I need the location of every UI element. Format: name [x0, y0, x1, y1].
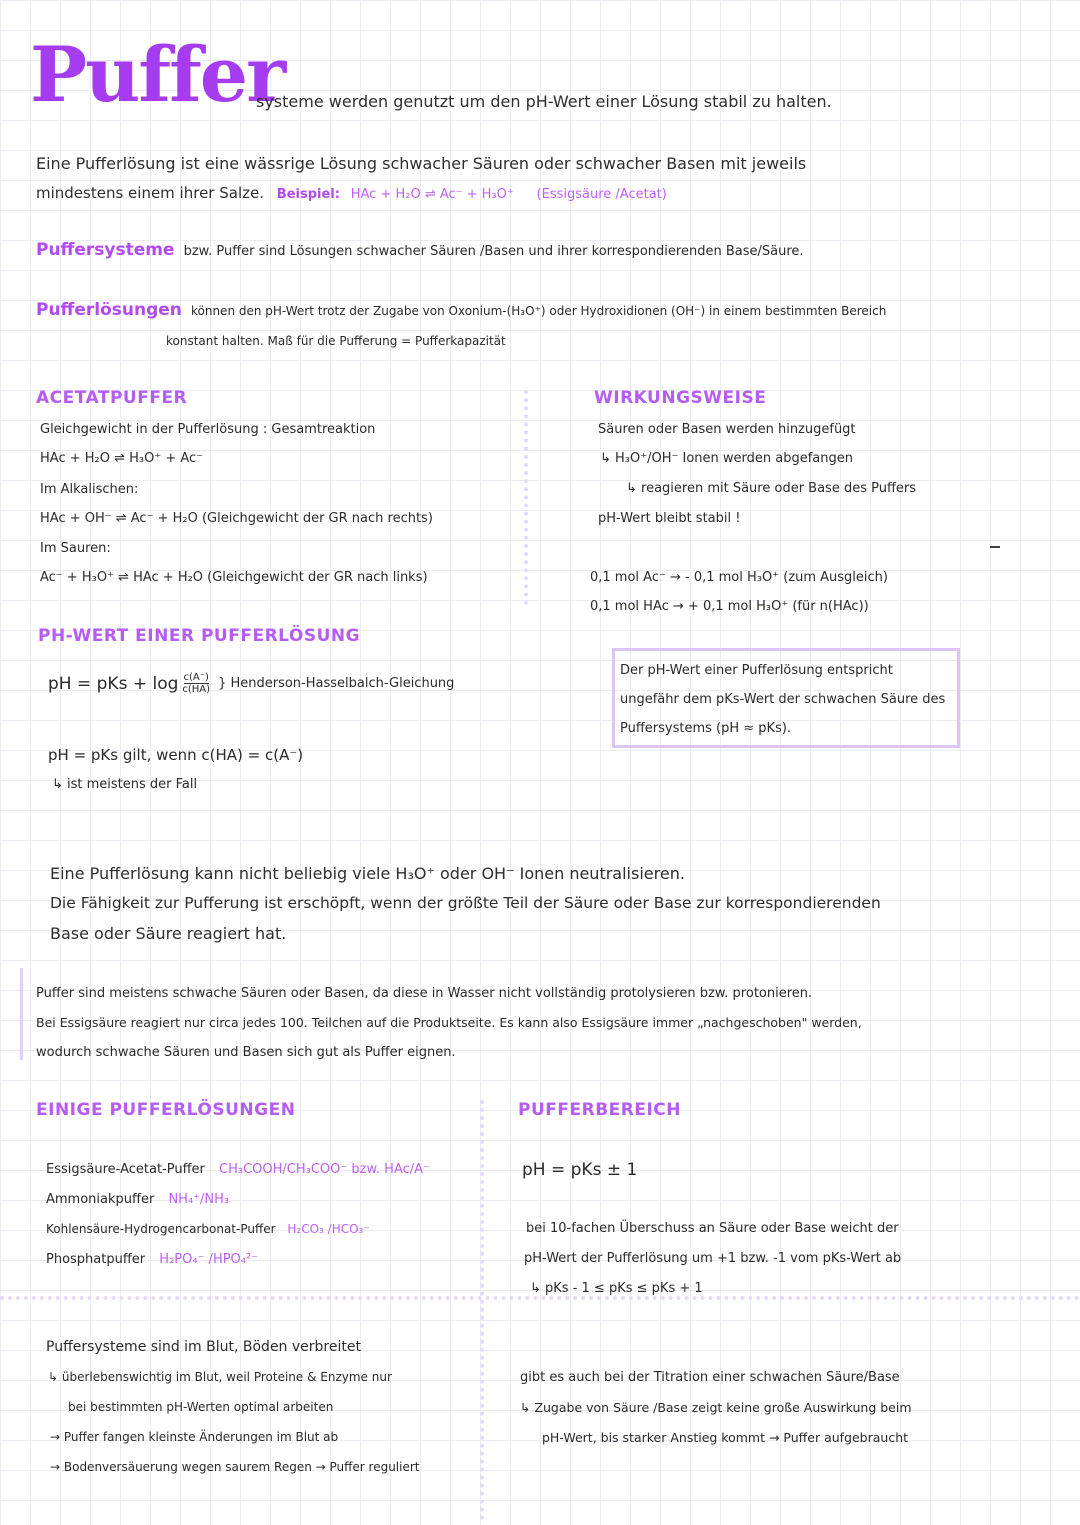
bereich-line-3: ↳ pKs - 1 ≤ pKs ≤ pKs + 1: [530, 1281, 703, 1296]
buffer-name: Ammoniakpuffer: [46, 1192, 155, 1207]
weak-line-2: Bei Essigsäure reagiert nur circa jedes 100. Teilchen auf die Produktseite. Es kann also Essigsäure immer „nachgeschoben" werden,: [36, 1015, 862, 1030]
blood-line-3: bei bestimmten pH-Werten optimal arbeiten: [68, 1400, 334, 1414]
phwert-heading: PH-WERT EINER PUFFERLÖSUNG: [38, 626, 361, 646]
fraction-denominator: c(HA): [182, 684, 211, 695]
page-title: Puffer: [30, 30, 285, 119]
einige-heading: EINIGE PUFFERLÖSUNGEN: [36, 1100, 296, 1120]
phwert-note-2: ↳ ist meistens der Fall: [52, 777, 198, 792]
formula-name: } Henderson-Hasselbalch-Gleichung: [218, 676, 455, 691]
intro-line-1: Eine Pufferlösung ist eine wässrige Lösung schwacher Säuren oder schwacher Basen mit jeweils: [36, 154, 807, 173]
puffersysteme-text: bzw. Puffer sind Lösungen schwacher Säuren /Basen und ihrer korrespondierenden Base/Säure.: [183, 244, 804, 259]
acetat-line-4: HAc + OH⁻ ⇌ Ac⁻ + H₂O (Gleichgewicht der GR nach rechts): [40, 511, 433, 526]
puffersysteme-label: Puffersysteme: [36, 240, 175, 260]
acetat-line-5: Im Sauren:: [40, 541, 111, 556]
acetatpuffer-heading: ACETATPUFFER: [36, 388, 188, 408]
column-divider-top: [524, 390, 532, 605]
column-divider-bottom: [480, 1100, 488, 1520]
wirkung-line-2: ↳ H₃O⁺/OH⁻ Ionen werden abgefangen: [600, 451, 853, 466]
buffer-item-2: [46, 1192, 229, 1207]
beispiel-equation: HAc + H₂O ⇌ Ac⁻ + H₃O⁺: [350, 187, 514, 202]
weak-line-3: wodurch schwache Säuren und Basen sich gut als Puffer eignen.: [36, 1045, 456, 1060]
info-box-text: Der pH-Wert einer Pufferlösung entspricht ungefähr dem pKs-Wert der schwachen Säure des Puffersystems (pH ≈ pKs).: [620, 663, 946, 736]
bereich-line-2: pH-Wert der Pufferlösung um +1 bzw. -1 vom pKs-Wert ab: [524, 1251, 902, 1266]
pufferloesungen-text-2: konstant halten. Maß für die Pufferung = Pufferkapazität: [166, 334, 506, 348]
wirkung-line-4: pH-Wert bleibt stabil !: [598, 511, 741, 526]
phwert-note-1: pH = pKs gilt, wenn c(HA) = c(A⁻): [48, 746, 304, 764]
titration-line-2: ↳ Zugabe von Säure /Base zeigt keine große Auswirkung beim: [520, 1400, 912, 1415]
formula-fraction: [182, 672, 210, 695]
titration-line-3: pH-Wert, bis starker Anstieg kommt → Puffer aufgebraucht: [542, 1430, 909, 1445]
capacity-line-3: Base oder Säure reagiert hat.: [50, 924, 287, 943]
buffer-item-3: [46, 1222, 370, 1236]
buffer-formula: NH₄⁺/NH₃: [168, 1192, 230, 1207]
henderson-formula: [48, 672, 454, 695]
acetat-line-6: Ac⁻ + H₃O⁺ ⇌ HAc + H₂O (Gleichgewicht der GR nach links): [40, 570, 428, 585]
buffer-name: Essigsäure-Acetat-Puffer: [46, 1162, 205, 1177]
margin-dash: [990, 546, 1000, 548]
intro-text: mindestens einem ihrer Salze.: [36, 184, 264, 202]
acetat-line-1: Gleichgewicht in der Pufferlösung : Gesamtreaktion: [40, 422, 376, 437]
capacity-line-1: Eine Pufferlösung kann nicht beliebig viele H₃O⁺ oder OH⁻ Ionen neutralisieren.: [50, 864, 685, 883]
beispiel-note: (Essigsäure /Acetat): [536, 187, 667, 202]
beispiel-label: Beispiel:: [276, 187, 340, 202]
pufferloesungen-definition: [36, 300, 886, 320]
buffer-formula: H₂PO₄⁻ /HPO₄²⁻: [159, 1252, 259, 1267]
horizontal-divider: [0, 1296, 1080, 1304]
wirkungsweise-heading: WIRKUNGSWEISE: [594, 388, 767, 408]
blood-line-4: → Puffer fangen kleinste Änderungen im Blut ab: [50, 1430, 339, 1444]
buffer-formula: CH₃COOH/CH₃COO⁻ bzw. HAc/A⁻: [219, 1162, 430, 1177]
buffer-name: Kohlensäure-Hydrogencarbonat-Puffer: [46, 1222, 276, 1236]
formula-left: pH = pKs + log: [48, 673, 179, 694]
pufferloesungen-text-1: können den pH-Wert trotz der Zugabe von Oxonium-(H₃O⁺) oder Hydroxidionen (OH⁻) in einem bestimmten Bereich: [190, 304, 887, 318]
title-subline: systeme werden genutzt um den pH-Wert einer Lösung stabil zu halten.: [256, 92, 832, 111]
pufferbereich-formula: pH = pKs ± 1: [522, 1160, 638, 1180]
buffer-item-4: [46, 1252, 258, 1267]
intro-line-2: [36, 184, 667, 202]
blood-line-2: ↳ überlebenswichtig im Blut, weil Proteine & Enzyme nur: [48, 1370, 392, 1384]
note-side-bar: [20, 968, 23, 1060]
buffer-name: Phosphatpuffer: [46, 1252, 146, 1267]
acetat-line-2: HAc + H₂O ⇌ H₃O⁺ + Ac⁻: [40, 451, 204, 466]
fraction-numerator: c(A⁻): [183, 672, 209, 683]
buffer-item-1: [46, 1162, 430, 1177]
puffersysteme-definition: [36, 240, 804, 260]
wirkung-line-3: ↳ reagieren mit Säure oder Base des Puffers: [626, 481, 917, 496]
weak-line-1: Puffer sind meistens schwache Säuren oder Basen, da diese in Wasser nicht vollständig protolysieren bzw. protonieren.: [36, 986, 813, 1001]
blood-line-5: → Bodenversäuerung wegen saurem Regen → Puffer reguliert: [50, 1460, 420, 1474]
wirkung-line-6: 0,1 mol HAc → + 0,1 mol H₃O⁺ (für n(HAc)): [590, 599, 869, 614]
pufferloesungen-label: Pufferlösungen: [36, 300, 182, 320]
acetat-line-3: Im Alkalischen:: [40, 482, 139, 497]
wirkung-line-1: Säuren oder Basen werden hinzugefügt: [598, 422, 856, 437]
wirkung-line-5: 0,1 mol Ac⁻ → - 0,1 mol H₃O⁺ (zum Ausgleich): [590, 570, 888, 585]
bereich-line-1: bei 10-fachen Überschuss an Säure oder Base weicht der: [526, 1221, 899, 1236]
capacity-line-2: Die Fähigkeit zur Pufferung ist erschöpft, wenn der größte Teil der Säure oder Base zur korrespondierenden: [50, 894, 881, 912]
blood-line-1: Puffersysteme sind im Blut, Böden verbreitet: [46, 1339, 361, 1355]
pufferbereich-heading: PUFFERBEREICH: [518, 1100, 681, 1120]
buffer-formula: H₂CO₃ /HCO₃⁻: [287, 1222, 370, 1236]
titration-line-1: gibt es auch bei der Titration einer schwachen Säure/Base: [520, 1370, 900, 1385]
